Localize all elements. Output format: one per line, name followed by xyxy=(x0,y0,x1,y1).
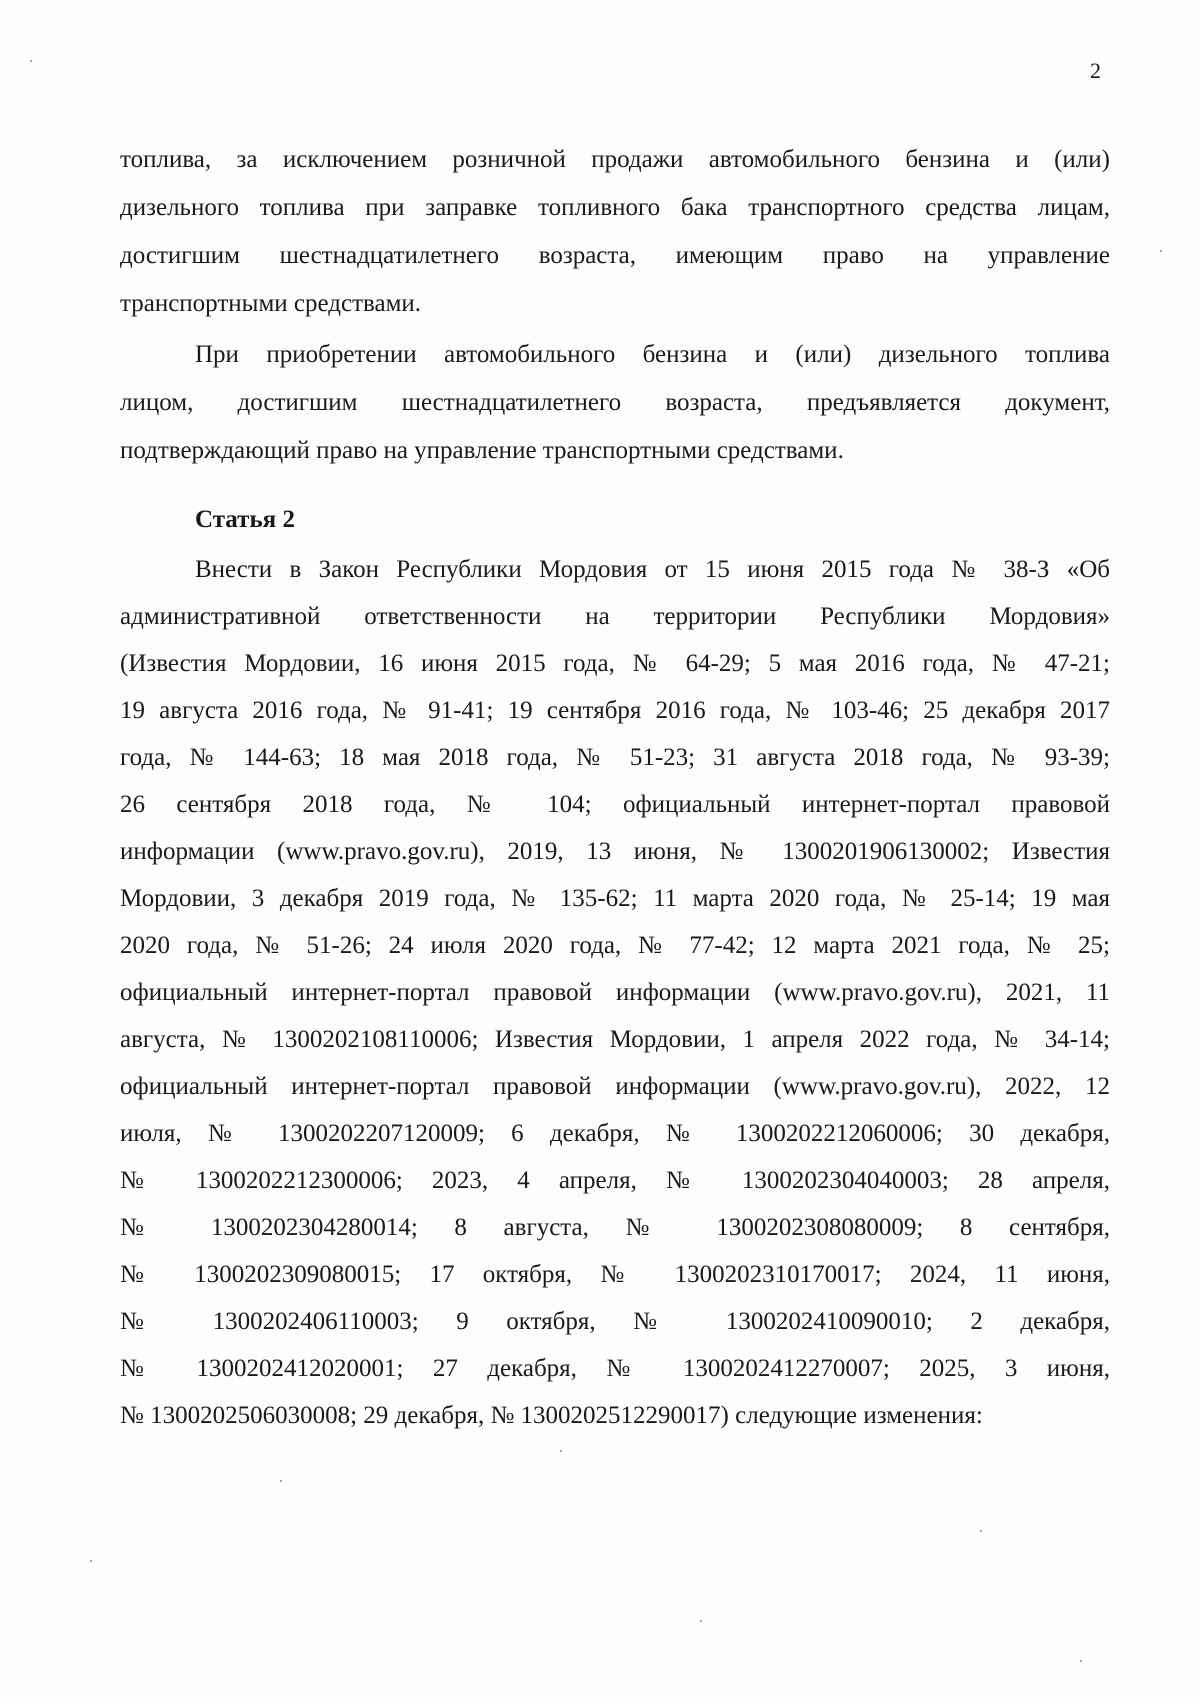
scan-speck xyxy=(700,1620,702,1622)
text-line: (Известия Мордовии, 16 июня 2015 года, № 64-29; 5 мая 2016 года, № 47-21; xyxy=(120,650,1110,677)
text-line: № 1300202304280014; 8 августа, № 1300202308080009; 8 сентября, xyxy=(120,1214,1110,1241)
text-line: лицом, достигшим шестнадцатилетнего возраста, предъявляется документ, xyxy=(120,389,1110,416)
text-line: информации (www.pravo.gov.ru), 2019, 13 июня, № 1300201906130002; Известия xyxy=(120,838,1110,865)
text-line: 2020 года, № 51-26; 24 июля 2020 года, № 77-42; 12 марта 2021 года, № 25; xyxy=(120,932,1110,959)
text-line: При приобретении автомобильного бензина и (или) дизельного топлива xyxy=(195,341,1110,368)
text-line: июля, № 1300202207120009; 6 декабря, № 1300202212060006; 30 декабря, xyxy=(120,1120,1110,1147)
text-line: официальный интернет-портал правовой информации (www.pravo.gov.ru), 2021, 11 xyxy=(120,979,1110,1006)
text-line: 19 августа 2016 года, № 91-41; 19 сентября 2016 года, № 103-46; 25 декабря 2017 xyxy=(120,697,1110,724)
text-line: официальный интернет-портал правовой информации (www.pravo.gov.ru), 2022, 12 xyxy=(120,1073,1110,1100)
text-line: транспортными средствами. xyxy=(120,290,422,317)
text-line: № 1300202406110003; 9 октября, № 1300202410090010; 2 декабря, xyxy=(120,1308,1110,1335)
scan-speck xyxy=(1080,1660,1082,1662)
scan-speck xyxy=(560,1450,562,1452)
text-line: августа, № 1300202108110006; Известия Мордовии, 1 апреля 2022 года, № 34-14; xyxy=(120,1026,1110,1053)
text-line: достигшим шестнадцатилетнего возраста, имеющим право на управление xyxy=(120,242,1110,269)
text-line: дизельного топлива при заправке топливного бака транспортного средства лицам, xyxy=(120,194,1110,221)
text-line: 26 сентября 2018 года, № 104; официальный интернет-портал правовой xyxy=(120,791,1110,818)
text-line: № 1300202212300006; 2023, 4 апреля, № 1300202304040003; 28 апреля, xyxy=(120,1167,1110,1194)
scan-speck xyxy=(30,60,32,62)
page-number: 2 xyxy=(1090,58,1101,83)
text-line: Мордовии, 3 декабря 2019 года, № 135-62; 11 марта 2020 года, № 25-14; 19 мая xyxy=(120,885,1110,912)
text-line: № 1300202309080015; 17 октября, № 1300202310170017; 2024, 11 июня, xyxy=(120,1261,1110,1288)
text-line: топлива, за исключением розничной продажи автомобильного бензина и (или) xyxy=(120,146,1110,173)
article-heading: Статья 2 xyxy=(195,506,295,533)
text-line: № 1300202412020001; 27 декабря, № 1300202412270007; 2025, 3 июня, xyxy=(120,1355,1110,1382)
text-line: административной ответственности на территории Республики Мордовия» xyxy=(120,603,1110,630)
text-line: года, № 144-63; 18 мая 2018 года, № 51-23; 31 августа 2018 года, № 93-39; xyxy=(120,744,1110,771)
scan-speck xyxy=(90,1560,92,1562)
text-line: Внести в Закон Республики Мордовия от 15 июня 2015 года № 38-З «Об xyxy=(195,556,1110,583)
scan-speck xyxy=(980,1530,982,1532)
text-line: № 1300202506030008; 29 декабря, № 1300202512290017) следующие изменения: xyxy=(120,1402,983,1429)
text-line: подтверждающий право на управление транспортными средствами. xyxy=(120,437,844,464)
scan-speck xyxy=(280,1480,282,1482)
scan-speck xyxy=(1160,250,1162,252)
